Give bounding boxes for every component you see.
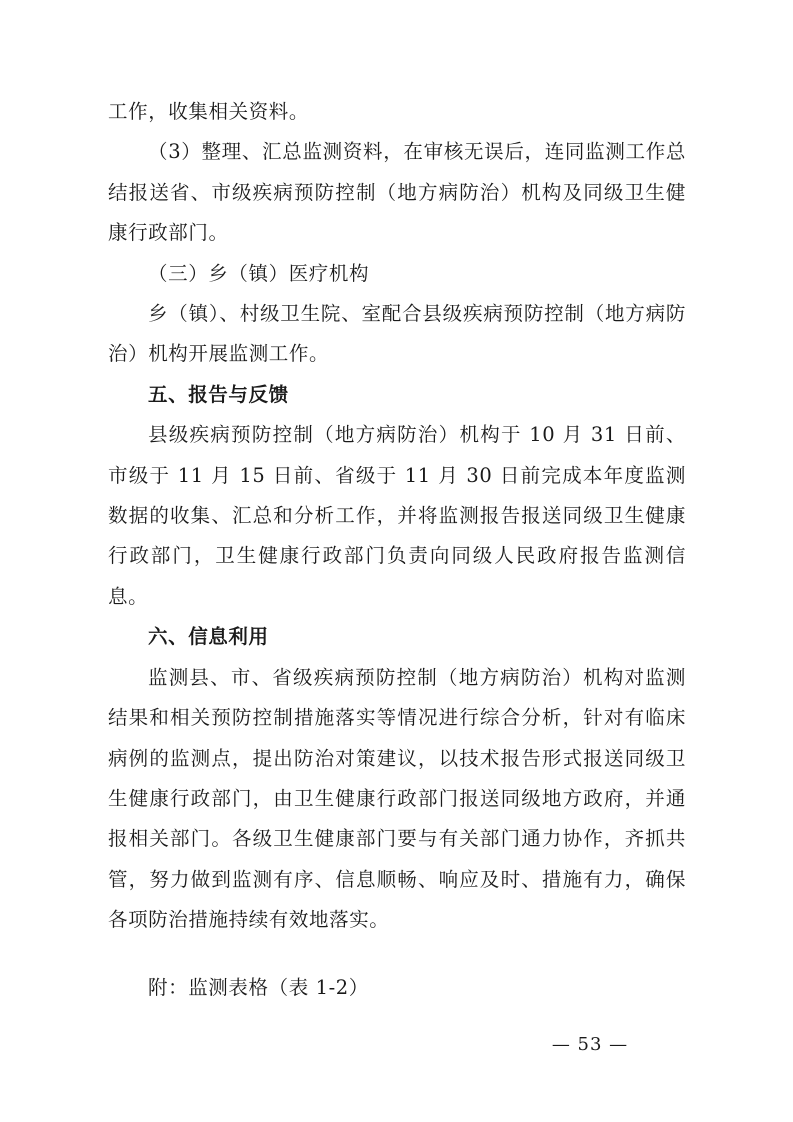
paragraph-item-3: （3）整理、汇总监测资料，在审核无误后，连同监测工作总结报送省、市级疾病预防控制（地方病防治）机构及同级卫生健康行政部门。 [108,140,686,245]
paragraph-continuation: 工作，收集相关资料。 [108,100,310,123]
attachment-note: 附：监测表格（表 1-2） [148,976,369,999]
section-heading-report-feedback: 五、报告与反馈 [148,382,289,406]
subheading-township-institutions: （三）乡（镇）医疗机构 [148,261,370,285]
document-body [108,92,686,941]
section-heading-information-use: 六、信息利用 [148,625,269,649]
paragraph-information-use: 监测县、市、省级疾病预防控制（地方病防治）机构对监测结果和相关预防控制措施落实等情况进行综合分析，针对有临床病例的监测点，提出防治对策建议，以技术报告形式报送同级卫生健康行政部门，由卫生健康行政部门报送同级地方政府，并通报相关部门。各级卫生健康部门要与有关部门通力协作，齐抓共管，努力做到监测有序、信息顺畅、响应及时、措施有力，确保各项防治措施持续有效地落实。 [108,665,686,932]
page-number: — 53 — [551,1034,629,1055]
paragraph-report-feedback: 县级疾病预防控制（地方病防治）机构于 10 月 31 日前、市级于 11 月 15 日前、省级于 11 月 30 日前完成本年度监测数据的收集、汇总和分析工作，并将监测报告报送同级卫生健康行政部门，卫生健康行政部门负责向同级人民政府报告监测信息。 [108,423,686,608]
paragraph-township-duties: 乡（镇）、村级卫生院、室配合县级疾病预防控制（地方病防治）机构开展监测工作。 [108,302,686,366]
